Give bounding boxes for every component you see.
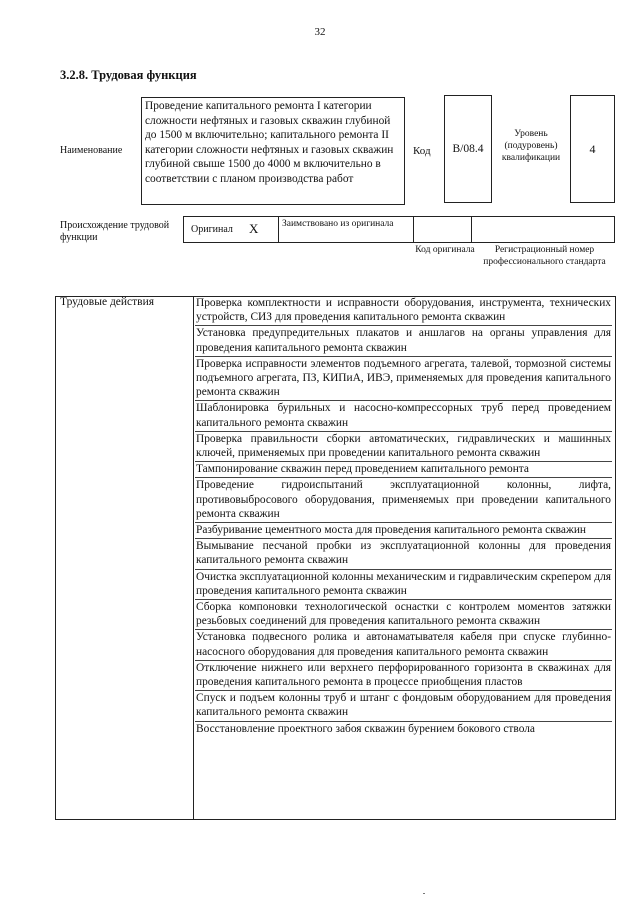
code-label: Код <box>413 145 431 157</box>
section-title: 3.2.8. Трудовая функция <box>60 68 197 82</box>
list-item: Отключение нижнего или верхнего перфорированного горизонта в скважинах для проведения капитального ремонта в процессе приобщения пластов <box>195 661 612 691</box>
list-item: Восстановление проектного забоя скважин бурением бокового ствола <box>196 722 535 735</box>
divider <box>193 296 194 820</box>
list-item: Проведение гидроиспытаний эксплуатационной колонны, лифта, противовыбросового оборудования, применяемых при проведении капитального ремонта скважин <box>195 478 612 523</box>
list-item: Разбуривание цементного моста для проведения капитального ремонта скважин <box>195 523 612 539</box>
list-item: Сборка компоновки технологической оснастки с контролем моментов затяжки резьбовых соединений для проведения капитального ремонта скважин <box>195 600 612 630</box>
labor-actions-header: Трудовые действия <box>60 296 155 308</box>
name-label: Наименование <box>60 145 123 156</box>
function-name-box <box>141 97 405 205</box>
reg-number-label: Регистрационный номер профессионального стандарта <box>483 245 606 267</box>
list-item: Установка предупредительных плакатов и аншлагов на органы управления для проведения капитального ремонта скважин <box>195 326 612 356</box>
list-item: Проверка правильности сборки автоматических, гидравлических и машинных ключей, применяемых при проведении капитального ремонта скважин <box>195 432 612 462</box>
list-item: Тампонирование скважин перед проведением капитального ремонта <box>195 462 612 478</box>
origin-label: Происхождение трудовой функции <box>60 220 170 243</box>
labor-actions-list <box>195 296 612 737</box>
original-cell <box>184 217 279 242</box>
original-label: Оригинал <box>191 224 233 235</box>
level-box <box>570 95 615 203</box>
list-item: Спуск и подъем колонны труб и штанг с фондовым оборудованием для проведения капитального ремонта скважин <box>195 691 612 721</box>
page-number: 32 <box>314 26 326 38</box>
list-item: Проверка исправности элементов подъемного агрегата, талевой, тормозной системы подъемного агрегата, ПЗ, КИПиА, ИВЭ, применяемых для проведения капитального ремонта скважин <box>195 357 612 402</box>
function-name-text: Проведение капитального ремонта I категории сложности нефтяных и газовых скважин глубиной до 1500 м включительно; капитального ремонта II категории сложности нефтяных и газовых скважин глубиной свыше 1500 до 4000 м включительно в соответствии с планом производства работ <box>145 100 394 185</box>
level-value: 4 <box>589 141 596 156</box>
origin-table <box>183 216 615 243</box>
divider <box>413 217 414 242</box>
original-mark: X <box>249 221 259 236</box>
list-item: Установка подвесного ролика и автонаматывателя кабеля при спуске глубинно-насосного оборудования для проведения капитального ремонта скважин <box>195 630 612 660</box>
code-value: B/08.4 <box>452 143 484 155</box>
divider <box>471 217 472 242</box>
level-label: Уровень (подуровень) квалификации <box>501 129 561 163</box>
borrowed-label: Заимствовано из оригинала <box>282 219 394 229</box>
code-original-label: Код оригинала <box>415 245 475 255</box>
code-box <box>444 95 492 203</box>
list-item: Проверка комплектности и исправности оборудования, инструмента, технических устройств, СИЗ для проведения капитального ремонта скважин <box>195 296 612 326</box>
list-item: Шаблонировка бурильных и насосно-компрессорных труб перед проведением капитального ремонта скважин <box>195 401 612 431</box>
scan-speck <box>423 893 425 894</box>
list-item: Вымывание песчаной пробки из эксплуатационной колонны для проведения капитального ремонта скважин <box>195 539 612 569</box>
list-item: Очистка эксплуатационной колонны механическим и гидравлическим скрепером для проведения капитального ремонта скважин <box>195 570 612 600</box>
